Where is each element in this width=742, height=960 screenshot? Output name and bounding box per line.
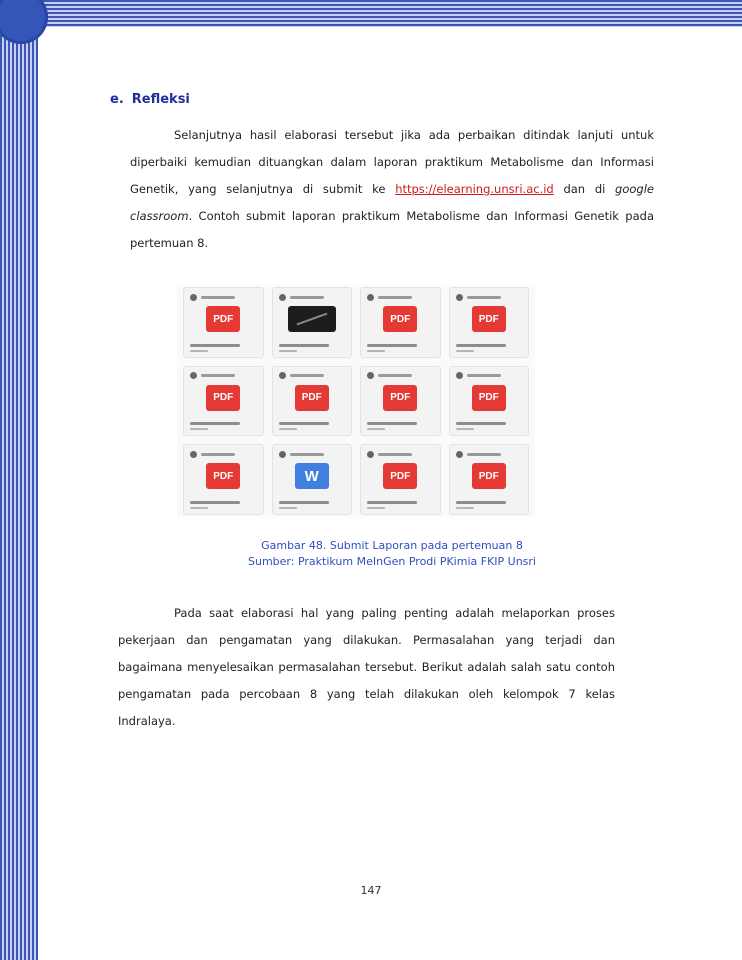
avatar-icon bbox=[367, 451, 374, 458]
file-card[interactable] bbox=[360, 287, 441, 358]
file-card-header bbox=[190, 371, 257, 381]
file-card[interactable] bbox=[272, 287, 353, 358]
file-card[interactable] bbox=[449, 444, 530, 515]
pdf-file-icon: PDF bbox=[206, 463, 240, 489]
file-card[interactable] bbox=[449, 287, 530, 358]
file-card-header bbox=[367, 292, 434, 302]
file-card-filename bbox=[456, 501, 506, 504]
file-card-filename bbox=[279, 501, 329, 504]
file-card-filename bbox=[367, 501, 417, 504]
file-card-owner bbox=[467, 296, 501, 299]
section-number: e. bbox=[110, 92, 124, 107]
top-border-decoration bbox=[0, 0, 742, 27]
avatar-icon bbox=[190, 294, 197, 301]
file-card-header bbox=[456, 292, 523, 302]
file-card-meta bbox=[367, 507, 385, 509]
file-card[interactable] bbox=[449, 366, 530, 437]
file-card-header bbox=[190, 292, 257, 302]
file-card-filename bbox=[279, 422, 329, 425]
image-file-thumbnail bbox=[288, 306, 336, 332]
file-card[interactable] bbox=[360, 444, 441, 515]
file-card[interactable] bbox=[360, 366, 441, 437]
pdf-file-icon: PDF bbox=[472, 385, 506, 411]
corner-circle-decoration bbox=[0, 0, 48, 44]
file-card[interactable] bbox=[272, 366, 353, 437]
avatar-icon bbox=[456, 294, 463, 301]
avatar-icon bbox=[190, 372, 197, 379]
avatar-icon bbox=[456, 451, 463, 458]
paragraph-elaboration bbox=[118, 600, 615, 735]
file-card-header bbox=[190, 449, 257, 459]
avatar-icon bbox=[456, 372, 463, 379]
file-card-header bbox=[279, 449, 346, 459]
pdf-file-icon: PDF bbox=[472, 463, 506, 489]
file-card-filename bbox=[190, 344, 240, 347]
left-border-decoration bbox=[0, 0, 38, 960]
page-number: 147 bbox=[360, 884, 382, 897]
file-card-meta bbox=[456, 350, 474, 352]
file-card-owner bbox=[201, 453, 235, 456]
file-card-header bbox=[279, 292, 346, 302]
file-card-filename bbox=[367, 344, 417, 347]
file-card-owner bbox=[467, 374, 501, 377]
pdf-file-icon: PDF bbox=[206, 306, 240, 332]
file-card-owner bbox=[290, 453, 324, 456]
file-card-owner bbox=[201, 374, 235, 377]
file-card[interactable] bbox=[183, 287, 264, 358]
file-card-meta bbox=[190, 507, 208, 509]
file-card-filename bbox=[456, 344, 506, 347]
file-card-meta bbox=[456, 507, 474, 509]
pdf-file-icon: PDF bbox=[383, 385, 417, 411]
avatar-icon bbox=[279, 451, 286, 458]
section-title: Refleksi bbox=[131, 92, 190, 107]
file-card-owner bbox=[378, 453, 412, 456]
pdf-file-icon: PDF bbox=[383, 306, 417, 332]
file-card[interactable] bbox=[183, 444, 264, 515]
elearning-link[interactable]: https://elearning.unsri.ac.id bbox=[395, 182, 554, 196]
pdf-file-icon: PDF bbox=[472, 306, 506, 332]
avatar-icon bbox=[367, 294, 374, 301]
file-card-meta bbox=[367, 350, 385, 352]
avatar-icon bbox=[190, 451, 197, 458]
google-classroom-text: google classroom bbox=[130, 182, 654, 223]
file-card-meta bbox=[190, 428, 208, 430]
file-card-meta bbox=[456, 428, 474, 430]
file-card-header bbox=[367, 371, 434, 381]
file-card-header bbox=[456, 449, 523, 459]
pdf-file-icon: PDF bbox=[295, 385, 329, 411]
file-card-owner bbox=[378, 296, 412, 299]
file-card-header bbox=[456, 371, 523, 381]
file-card[interactable] bbox=[272, 444, 353, 515]
paragraph-reflection bbox=[130, 122, 654, 257]
file-card-owner bbox=[201, 296, 235, 299]
avatar-icon bbox=[279, 372, 286, 379]
file-card-owner bbox=[290, 296, 324, 299]
file-card-filename bbox=[279, 344, 329, 347]
figure-caption-source: Sumber: Praktikum MeInGen Prodi PKimia FKIP Unsri bbox=[248, 555, 536, 568]
file-card-meta bbox=[279, 350, 297, 352]
file-card-filename bbox=[190, 501, 240, 504]
file-card-filename bbox=[367, 422, 417, 425]
file-card-owner bbox=[378, 374, 412, 377]
paragraph2-text: Pada saat elaborasi hal yang paling penting adalah melaporkan proses pekerjaan dan pengamatan yang dilakukan. Permasalahan yang terjadi dan bagaimana menyelesaikan permasalahan tersebut. Berikut adalah salah satu contoh pengamatan pada percobaan 8 yang telah dilakukan oleh kelompok 7 kelas Indralaya. bbox=[118, 606, 615, 728]
file-card-meta bbox=[279, 428, 297, 430]
file-card[interactable] bbox=[183, 366, 264, 437]
file-card-filename bbox=[190, 422, 240, 425]
avatar-icon bbox=[367, 372, 374, 379]
submission-screenshot-figure bbox=[177, 285, 535, 517]
file-card-header bbox=[279, 371, 346, 381]
file-card-meta bbox=[190, 350, 208, 352]
paragraph1-text-c: . Contoh submit laporan praktikum Metabolisme dan Informasi Genetik pada pertemuan 8. bbox=[130, 209, 654, 250]
avatar-icon bbox=[279, 294, 286, 301]
section-heading bbox=[110, 92, 190, 107]
file-card-meta bbox=[279, 507, 297, 509]
figure-caption-title: Gambar 48. Submit Laporan pada pertemuan 8 bbox=[261, 539, 523, 552]
paragraph1-text-b: dan di bbox=[553, 182, 616, 196]
file-card-owner bbox=[290, 374, 324, 377]
paragraph1-text-a: Selanjutnya hasil elaborasi tersebut jika ada perbaikan ditindak lanjuti untuk diperbaiki kemudian dituangkan dalam laporan praktikum Metabolisme dan Informasi Genetik, yang selanjutnya di submit ke bbox=[130, 128, 654, 196]
file-card-owner bbox=[467, 453, 501, 456]
pdf-file-icon: PDF bbox=[206, 385, 240, 411]
pdf-file-icon: PDF bbox=[383, 463, 417, 489]
file-card-header bbox=[367, 449, 434, 459]
file-card-meta bbox=[367, 428, 385, 430]
file-card-filename bbox=[456, 422, 506, 425]
word-file-icon: W bbox=[295, 463, 329, 489]
